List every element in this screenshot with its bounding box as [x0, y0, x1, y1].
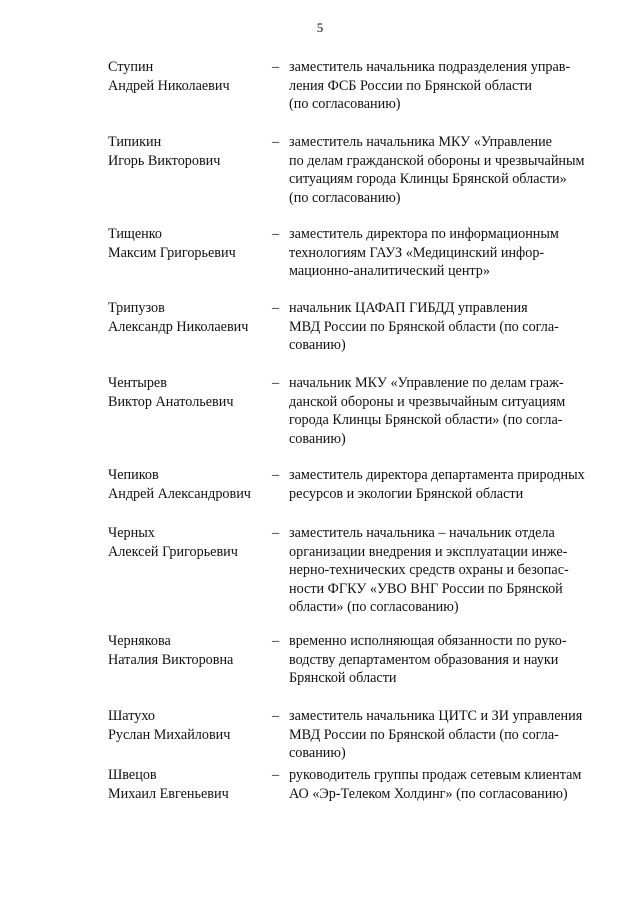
member-given-names: Александр Николаевич — [108, 318, 249, 335]
position-line: нерно-технических средств охраны и безопас- — [289, 562, 569, 578]
position-line: ресурсов и экологии Брянской области — [289, 485, 524, 502]
position-line: руководитель группы продаж сетевым клиентам — [289, 767, 582, 783]
position-line: заместитель директора по информационным — [289, 226, 559, 242]
member-name — [108, 466, 268, 503]
member-surname: Чепиков — [108, 467, 159, 483]
member-name — [108, 299, 268, 336]
member-dash: – — [272, 708, 280, 724]
member-surname: Ступин — [108, 59, 154, 75]
position-line: данской обороны и чрезвычайным ситуациям — [289, 393, 566, 410]
position-line: сованию) — [289, 430, 346, 447]
member-position — [289, 766, 609, 803]
member-given-names: Алексей Григорьевич — [108, 543, 238, 560]
member-position — [289, 374, 609, 448]
position-line: МВД России по Брянской области (по согла- — [289, 726, 559, 743]
member-given-names: Наталия Викторовна — [108, 651, 234, 668]
position-line: Брянской области — [289, 670, 397, 686]
position-line: (по согласованию) — [289, 96, 401, 112]
member-position — [289, 58, 609, 114]
member-name — [108, 524, 268, 561]
position-line: ситуациям города Клинцы Брянской области» — [289, 171, 567, 187]
member-dash: – — [272, 300, 280, 316]
page-number: 5 — [316, 20, 324, 35]
member-given-names: Максим Григорьевич — [108, 244, 236, 261]
position-line: начальник ЦАФАП ГИБДД управления — [289, 300, 528, 316]
position-line: (по согласованию) — [289, 189, 401, 206]
member-name — [108, 766, 268, 803]
position-line: заместитель начальника МКУ «Управление — [289, 134, 552, 150]
member-surname: Типикин — [108, 134, 162, 150]
member-given-names: Игорь Викторович — [108, 152, 221, 169]
member-dash: – — [272, 226, 280, 242]
member-name — [108, 58, 268, 95]
member-surname: Трипузов — [108, 300, 165, 316]
member-position — [289, 466, 609, 503]
member-dash: – — [272, 767, 280, 783]
position-line: временно исполняющая обязанности по руко- — [289, 633, 567, 649]
position-line: водству департаментом образования и науки — [289, 651, 559, 668]
position-line: мационно-аналитический центр» — [289, 263, 490, 279]
member-position — [289, 632, 609, 688]
position-line: заместитель начальника – начальник отдела — [289, 525, 555, 541]
position-line: организации внедрения и эксплуатации инже- — [289, 543, 568, 560]
position-line: сованию) — [289, 337, 346, 353]
position-line: ления ФСБ России по Брянской области — [289, 77, 533, 94]
position-line: МВД России по Брянской области (по согла- — [289, 318, 559, 335]
member-surname: Чернякова — [108, 633, 171, 649]
member-surname: Тищенко — [108, 226, 162, 242]
member-dash: – — [272, 633, 280, 649]
position-line: АО «Эр-Телеком Холдинг» (по согласованию) — [289, 785, 568, 802]
member-surname: Швецов — [108, 767, 157, 783]
member-position — [289, 225, 609, 281]
member-dash: – — [272, 59, 280, 75]
member-surname: Шатухо — [108, 708, 155, 724]
member-name — [108, 707, 268, 744]
position-line: города Клинцы Брянской области» (по согла- — [289, 412, 563, 428]
member-position — [289, 133, 609, 207]
member-given-names: Руслан Михайлович — [108, 726, 231, 743]
member-surname: Черных — [108, 525, 155, 541]
member-position — [289, 524, 609, 617]
member-name — [108, 632, 268, 669]
position-line: сованию) — [289, 745, 346, 761]
member-dash: – — [272, 375, 280, 391]
position-line: заместитель начальника подразделения управ- — [289, 59, 571, 75]
member-given-names: Андрей Александрович — [108, 485, 251, 502]
member-surname: Чентырев — [108, 375, 167, 391]
member-dash: – — [272, 525, 280, 541]
position-line: по делам гражданской обороны и чрезвычайным — [289, 152, 585, 169]
member-position — [289, 299, 609, 355]
position-line: технологиям ГАУЗ «Медицинский инфор- — [289, 244, 545, 261]
member-given-names: Михаил Евгеньевич — [108, 785, 229, 802]
position-line: области» (по согласованию) — [289, 599, 459, 615]
member-given-names: Виктор Анатольевич — [108, 393, 234, 410]
member-given-names: Андрей Николаевич — [108, 77, 230, 94]
position-line: ности ФГКУ «УВО ВНГ России по Брянской — [289, 580, 563, 597]
member-dash: – — [272, 134, 280, 150]
member-name — [108, 225, 268, 262]
member-position — [289, 707, 609, 763]
position-line: заместитель директора департамента природных — [289, 467, 585, 483]
position-line: заместитель начальника ЦИТС и ЗИ управления — [289, 708, 583, 724]
position-line: начальник МКУ «Управление по делам граж- — [289, 375, 564, 391]
member-dash: – — [272, 467, 280, 483]
member-name — [108, 374, 268, 411]
member-name — [108, 133, 268, 170]
